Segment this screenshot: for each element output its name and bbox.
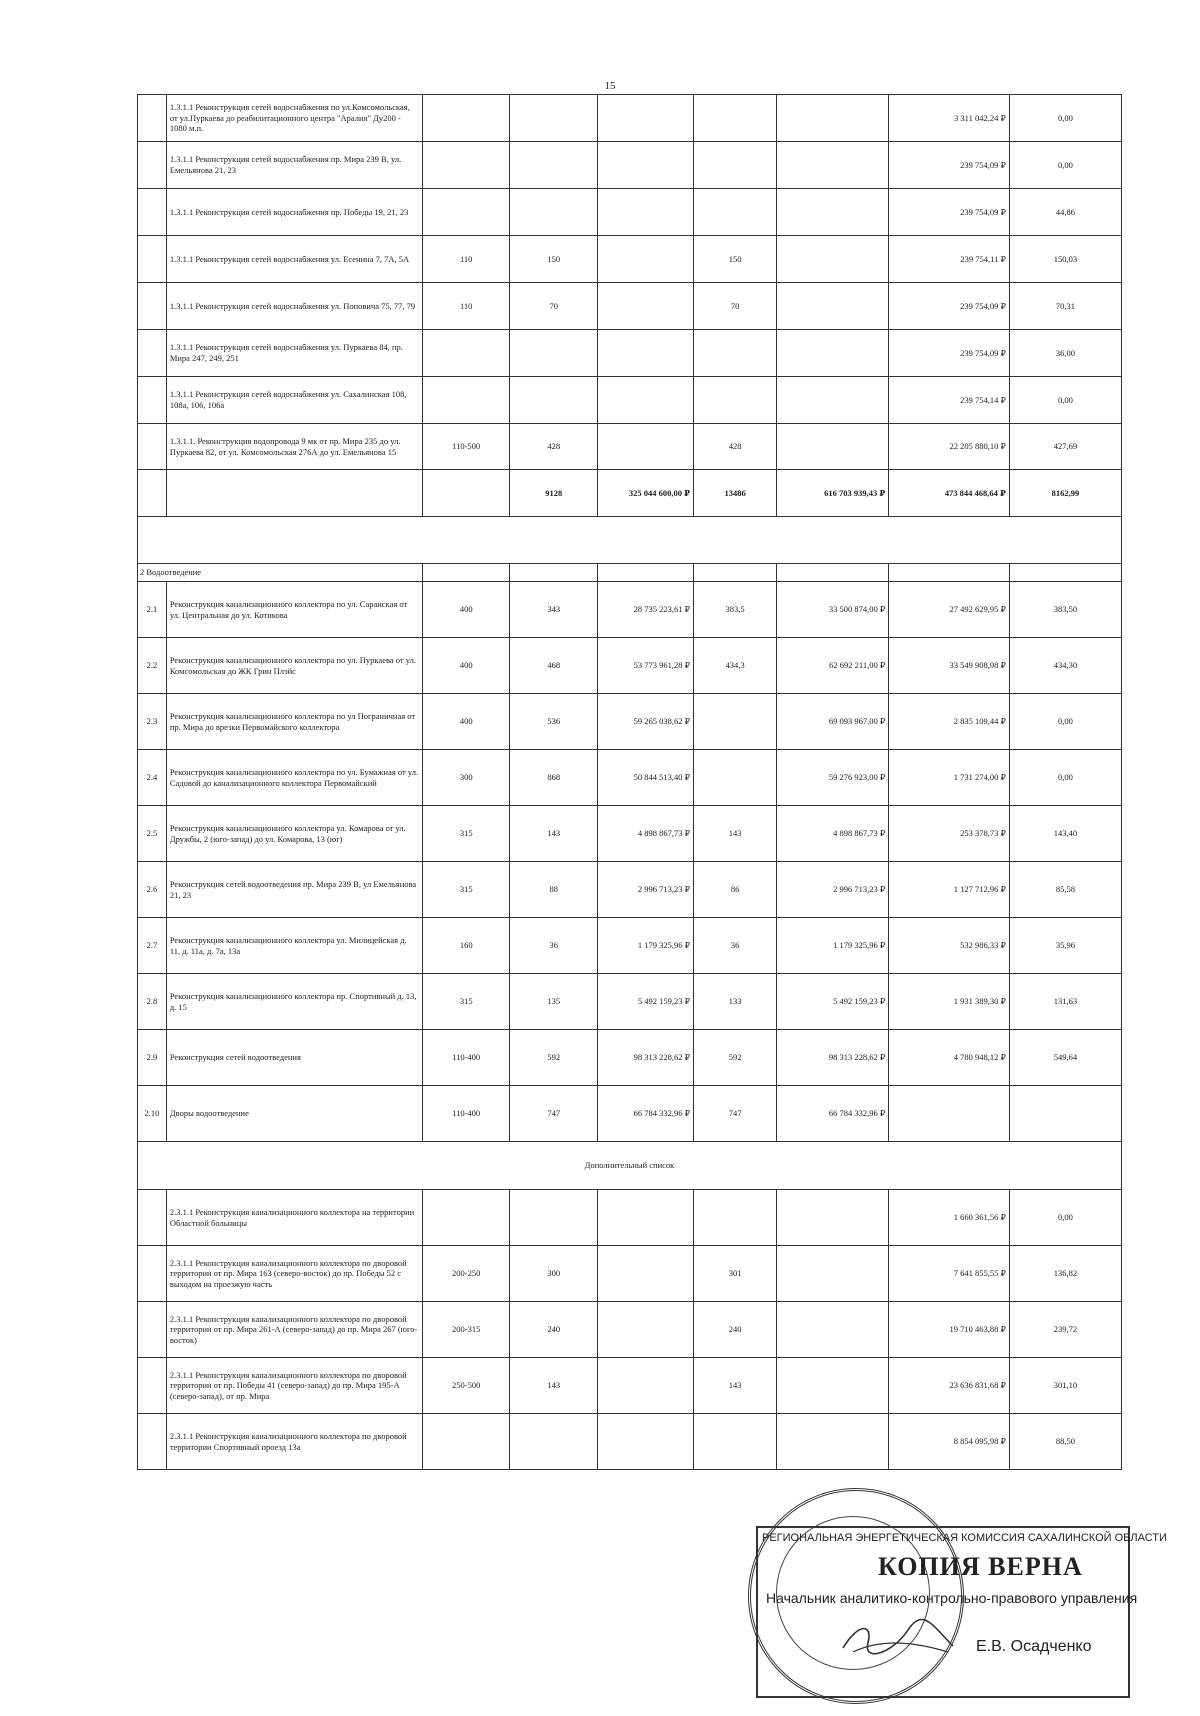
cell-plan-len: 240 [510,1302,598,1358]
cell-no [138,236,167,283]
table-row [138,918,1122,974]
cell-funded: 3 311 042,24 ₽ [889,95,1010,142]
cell-name: 1.3.1.1 Реконструкция сетей водоснабжения ул. Поповича 75, 77, 79 [166,283,422,330]
cell-fact-cost [777,1302,889,1358]
cell-plan-len: 868 [510,750,598,806]
extra-list-label: Дополнительный список [138,1142,1122,1190]
cell-name: 1.3.1.1 Реконструкция сетей водоснабжения ул. Сахалинская 108, 108а, 106, 106а [166,377,422,424]
cell-plan-len: 135 [510,974,598,1030]
cell-no: 2.10 [138,1086,167,1142]
cell-fact-cost [777,189,889,236]
cell-result: 85,58 [1009,862,1121,918]
cell-name: 1.3.1.1. Реконструкция водопровода 9 мк от пр. Мира 235 до ул. Пуркаева 82, от ул. Комсомольская 276А до ул. Емельянова 15 [166,424,422,470]
cell-fact-len: 434,3 [693,638,776,694]
table-row [138,694,1122,750]
cell-result: 427,69 [1009,424,1121,470]
cell-result: 434,30 [1009,638,1121,694]
cell-name: Реконструкция сетей водоотведения пр. Мира 239 В, ул Емельянова 21, 23 [166,862,422,918]
cell-fact-cost [777,1414,889,1470]
cell-funded: 1 731 274,00 ₽ [889,750,1010,806]
section-empty-cell [777,564,889,582]
cell-plan-len: 88 [510,862,598,918]
cell-no [138,142,167,189]
cell-fact-len: 747 [693,1086,776,1142]
cell-funded: 239 754,09 ₽ [889,142,1010,189]
cell-plan-cost [597,1302,693,1358]
cell-fact-len [693,189,776,236]
cell-result: 0,00 [1009,1190,1121,1246]
cell-no [138,377,167,424]
cell-name: Реконструкция канализационного коллектора по ул Пограничная от пр. Мира до врезки Первомайского коллектора [166,694,422,750]
cell-plan-cost [597,1246,693,1302]
cell-fact-cost: 98 313 228,62 ₽ [777,1030,889,1086]
table-row [138,142,1122,189]
cell-plan-len [510,142,598,189]
cell-funded: 23 636 831,68 ₽ [889,1358,1010,1414]
cell-plan-cost: 98 313 228,62 ₽ [597,1030,693,1086]
cell-plan-cost [597,283,693,330]
cell-plan-cost [597,1358,693,1414]
section-empty-cell [422,564,510,582]
table-row [138,236,1122,283]
table-row [138,95,1122,142]
cell-no: 2.6 [138,862,167,918]
cell-result: 70,31 [1009,283,1121,330]
cell-plan-cost: 66 784 332,96 ₽ [597,1086,693,1142]
cell-name: 2.3.1.1 Реконструкция канализационного коллектора на территории Областной больницы [166,1190,422,1246]
table-body [138,95,1122,1470]
cell-fact-len: 36 [693,918,776,974]
cell-d [422,1190,510,1246]
cell-plan-cost [597,236,693,283]
cell-no: 2.5 [138,806,167,862]
cell-name: 1.3.1.1 Реконструкция сетей водоснабжения ул. Пуркаева 84, пр. Мира 247, 249, 251 [166,330,422,377]
table-row [138,750,1122,806]
cell-fact-len [693,142,776,189]
cell-plan-len [510,189,598,236]
cell-d: 315 [422,806,510,862]
cell-funded: 19 710 463,88 ₽ [889,1302,1010,1358]
cell-plan-cost: 28 735 223,61 ₽ [597,582,693,638]
cell-plan-cost [597,377,693,424]
table-row [138,1030,1122,1086]
cell-plan-len: 36 [510,918,598,974]
cell-d [422,189,510,236]
spacer-cell [138,517,1122,564]
cell-name: 2.3.1.1 Реконструкция канализационного коллектора по дворовой территории от пр. Мира 261-А (северо-запад) до пр. Мира 267 (юго-восток) [166,1302,422,1358]
cell-result: 0,00 [1009,95,1121,142]
cell-name: 2.3.1.1 Реконструкция канализационного коллектора по дворовой территории от пр. Победы 41 (северо-запад) до пр. Мира 195-А (северо-запад), от пр. Мира [166,1358,422,1414]
cell-d: 400 [422,638,510,694]
cell-d: 400 [422,582,510,638]
cell-d: 110 [422,283,510,330]
cell-fact-len: 86 [693,862,776,918]
cell-fact-cost [777,236,889,283]
stamp-signer: Е.В. Осадченко [976,1638,1092,1655]
total-fact-cost: 616 703 939,43 ₽ [777,470,889,517]
cell-plan-len: 592 [510,1030,598,1086]
cell-plan-len: 143 [510,806,598,862]
total-empty [422,470,510,517]
stamp-organization: РЕГИОНАЛЬНАЯ ЭНЕРГЕТИЧЕСКАЯ КОМИССИЯ САХАЛИНСКОЙ ОБЛАСТИ [762,1532,1167,1544]
cell-result: 0,00 [1009,377,1121,424]
cell-result [1009,1086,1121,1142]
cell-fact-len: 592 [693,1030,776,1086]
investment-program-table [137,94,1122,1470]
cell-result: 383,50 [1009,582,1121,638]
cell-result: 44,86 [1009,189,1121,236]
page-number: 15 [604,80,616,92]
cell-name: 2.3.1.1 Реконструкция канализационного коллектора по дворовой территории Спортивный проезд 13а [166,1414,422,1470]
cell-plan-len [510,330,598,377]
cell-d: 315 [422,862,510,918]
cell-fact-len: 143 [693,1358,776,1414]
cell-name: 1.3.1.1 Реконструкция сетей водоснабжения ул. Есенина 7, 7А, 5А [166,236,422,283]
cell-fact-len [693,95,776,142]
cell-result: 143,40 [1009,806,1121,862]
cell-funded: 2 835 109,44 ₽ [889,694,1010,750]
cell-fact-len: 428 [693,424,776,470]
cell-plan-len [510,377,598,424]
cell-d [422,1414,510,1470]
cell-funded: 253 378,73 ₽ [889,806,1010,862]
cell-plan-cost [597,330,693,377]
cell-plan-len: 150 [510,236,598,283]
cell-name: 1.3.1.1 Реконструкция сетей водоснабжения пр. Победы 19, 21, 23 [166,189,422,236]
cell-no [138,189,167,236]
cell-fact-len: 383,5 [693,582,776,638]
cell-funded: 1 931 389,30 ₽ [889,974,1010,1030]
cell-fact-cost: 2 996 713,23 ₽ [777,862,889,918]
cell-fact-cost: 5 492 159,23 ₽ [777,974,889,1030]
certification-stamp [748,1488,1167,1708]
total-plan-len: 9128 [510,470,598,517]
cell-d [422,95,510,142]
total-row [138,470,1122,517]
table-row [138,638,1122,694]
cell-fact-cost [777,1190,889,1246]
cell-plan-len: 300 [510,1246,598,1302]
cell-result: 136,82 [1009,1246,1121,1302]
cell-plan-len [510,95,598,142]
cell-fact-cost: 69 093 967,00 ₽ [777,694,889,750]
cell-no [138,1358,167,1414]
cell-result: 150,03 [1009,236,1121,283]
cell-no [138,1246,167,1302]
cell-fact-cost [777,142,889,189]
cell-result: 0,00 [1009,142,1121,189]
table-row [138,1414,1122,1470]
cell-funded: 27 492 629,95 ₽ [889,582,1010,638]
cell-result: 239,72 [1009,1302,1121,1358]
cell-no [138,283,167,330]
section-empty-cell [889,564,1010,582]
table-row [138,974,1122,1030]
cell-plan-cost: 59 265 038,62 ₽ [597,694,693,750]
cell-plan-cost [597,1190,693,1246]
table-row [138,424,1122,470]
cell-d: 160 [422,918,510,974]
cell-plan-cost: 2 996 713,23 ₽ [597,862,693,918]
section-empty-cell [1009,564,1121,582]
table-row [138,189,1122,236]
section-empty-cell [693,564,776,582]
extra-list-row [138,1142,1122,1190]
cell-result: 88,50 [1009,1414,1121,1470]
section-empty-cell [510,564,598,582]
cell-name: Реконструкция канализационного коллектора по ул. Бумажная от ул. Садовой до канализационного коллектора Первомайский [166,750,422,806]
cell-plan-len: 143 [510,1358,598,1414]
cell-fact-len [693,694,776,750]
cell-name: Реконструкция канализационного коллектора по ул. Пуркаева от ул. Комсомольская до ЖК Грин Плэйс [166,638,422,694]
cell-d: 110 [422,236,510,283]
cell-no: 2.2 [138,638,167,694]
cell-name: Реконструкция канализационного коллектора пр. Спортивный д. 13, д. 15 [166,974,422,1030]
cell-name: Дворы водоотведение [166,1086,422,1142]
cell-no [138,1190,167,1246]
cell-funded: 239 754,11 ₽ [889,236,1010,283]
total-fact-len: 13486 [693,470,776,517]
cell-funded: 239 754,09 ₽ [889,189,1010,236]
total-result: 8162,99 [1009,470,1121,517]
table-row [138,283,1122,330]
table-row [138,862,1122,918]
cell-fact-cost [777,1246,889,1302]
cell-funded: 1 660 361,56 ₽ [889,1190,1010,1246]
cell-plan-cost [597,142,693,189]
cell-funded: 532 986,33 ₽ [889,918,1010,974]
cell-d: 200-315 [422,1302,510,1358]
cell-funded: 1 127 712,96 ₽ [889,862,1010,918]
cell-funded [889,1086,1010,1142]
cell-no [138,1414,167,1470]
section-label: 2 Водоотведение [138,564,423,582]
cell-fact-len: 143 [693,806,776,862]
cell-name: 1.3.1.1 Реконструкция сетей водоснабжения пр. Мира 239 В, ул. Емельянова 21, 23 [166,142,422,189]
cell-plan-len: 428 [510,424,598,470]
cell-no: 2.3 [138,694,167,750]
cell-no: 2.9 [138,1030,167,1086]
cell-no [138,1302,167,1358]
total-plan-cost: 325 044 600,00 ₽ [597,470,693,517]
cell-result: 36,00 [1009,330,1121,377]
table-row [138,1086,1122,1142]
cell-plan-len [510,1190,598,1246]
cell-funded: 22 205 880,10 ₽ [889,424,1010,470]
cell-funded: 8 854 095,98 ₽ [889,1414,1010,1470]
cell-funded: 7 641 855,55 ₽ [889,1246,1010,1302]
cell-fact-cost [777,330,889,377]
stamp-title: КОПИЯ ВЕРНА [878,1552,1083,1581]
cell-d: 250-500 [422,1358,510,1414]
cell-d: 400 [422,694,510,750]
cell-name: 1.3.1.1 Реконструкция сетей водоснабжения по ул.Комсомольская, от ул.Пуркаева до реабилитационного центра "Аралия" Ду200 - 1080 м.п. [166,95,422,142]
cell-d: 315 [422,974,510,1030]
cell-plan-cost: 53 773 961,28 ₽ [597,638,693,694]
section-empty-cell [597,564,693,582]
cell-name: Реконструкция канализационного коллектора по ул. Саранская от ул. Центральная до ул. Котикова [166,582,422,638]
cell-fact-cost [777,424,889,470]
cell-fact-len [693,1190,776,1246]
table-row [138,1302,1122,1358]
cell-d: 110-400 [422,1030,510,1086]
stamp-position: Начальник аналитико-контрольно-правового управления [766,1590,1138,1606]
cell-fact-cost: 59 276 923,00 ₽ [777,750,889,806]
cell-fact-cost [777,95,889,142]
signature-icon [838,1618,958,1658]
cell-fact-len: 70 [693,283,776,330]
cell-plan-cost: 5 492 159,23 ₽ [597,974,693,1030]
cell-fact-len [693,750,776,806]
cell-fact-len: 133 [693,974,776,1030]
cell-funded: 239 754,14 ₽ [889,377,1010,424]
cell-d: 110-500 [422,424,510,470]
cell-name: Реконструкция канализационного коллектора ул. Комарова от ул. Дружбы, 2 (юго-запад) до ул. Комарова, 13 (юг) [166,806,422,862]
cell-plan-cost [597,95,693,142]
cell-fact-len: 301 [693,1246,776,1302]
cell-result: 301,10 [1009,1358,1121,1414]
cell-plan-len: 343 [510,582,598,638]
cell-funded: 4 780 948,12 ₽ [889,1030,1010,1086]
cell-d: 200-250 [422,1246,510,1302]
cell-fact-cost [777,1358,889,1414]
cell-plan-cost [597,1414,693,1470]
cell-no [138,95,167,142]
section-row [138,564,1122,582]
cell-plan-len [510,1414,598,1470]
cell-d [422,142,510,189]
cell-fact-len: 240 [693,1302,776,1358]
total-empty [166,470,422,517]
table-row [138,1246,1122,1302]
cell-fact-cost: 1 179 325,96 ₽ [777,918,889,974]
cell-funded: 239 754,09 ₽ [889,283,1010,330]
cell-d [422,377,510,424]
cell-name: Реконструкция канализационного коллектора ул. Милицейская д. 11, д. 11а, д. 7а, 13а [166,918,422,974]
cell-name: Реконструкция сетей водоотведения [166,1030,422,1086]
cell-result: 0,00 [1009,694,1121,750]
cell-plan-cost [597,189,693,236]
cell-result: 0,00 [1009,750,1121,806]
cell-no [138,424,167,470]
cell-plan-cost: 1 179 325,96 ₽ [597,918,693,974]
total-empty [138,470,167,517]
cell-fact-cost: 4 898 867,73 ₽ [777,806,889,862]
cell-no: 2.8 [138,974,167,1030]
cell-plan-len: 468 [510,638,598,694]
cell-funded: 33 549 908,98 ₽ [889,638,1010,694]
cell-name: 2.3.1.1 Реконструкция канализационного коллектора по дворовой территории от пр. Мира 163 (северо-восток) до пр. Победы 52 с выходом на проезжую часть [166,1246,422,1302]
table-row [138,377,1122,424]
cell-plan-cost [597,424,693,470]
cell-fact-cost: 66 784 332,96 ₽ [777,1086,889,1142]
cell-plan-cost: 50 844 513,40 ₽ [597,750,693,806]
cell-fact-cost: 33 500 874,00 ₽ [777,582,889,638]
cell-fact-cost [777,377,889,424]
cell-d: 110-400 [422,1086,510,1142]
cell-fact-len: 150 [693,236,776,283]
cell-plan-len: 70 [510,283,598,330]
cell-plan-len: 747 [510,1086,598,1142]
cell-fact-len [693,1414,776,1470]
cell-no: 2.7 [138,918,167,974]
cell-result: 549,64 [1009,1030,1121,1086]
cell-fact-cost: 62 692 211,00 ₽ [777,638,889,694]
cell-funded: 239 754,09 ₽ [889,330,1010,377]
table-row [138,806,1122,862]
cell-d [422,330,510,377]
cell-result: 35,96 [1009,918,1121,974]
total-funded: 473 844 468,64 ₽ [889,470,1010,517]
cell-no [138,330,167,377]
cell-fact-cost [777,283,889,330]
cell-no: 2.4 [138,750,167,806]
table-row [138,1358,1122,1414]
cell-plan-cost: 4 898 867,73 ₽ [597,806,693,862]
cell-plan-len: 536 [510,694,598,750]
table-row [138,582,1122,638]
table-row [138,330,1122,377]
cell-no: 2.1 [138,582,167,638]
table-row [138,1190,1122,1246]
cell-fact-len [693,330,776,377]
cell-d: 300 [422,750,510,806]
cell-fact-len [693,377,776,424]
cell-result: 131,63 [1009,974,1121,1030]
spacer-row [138,517,1122,564]
